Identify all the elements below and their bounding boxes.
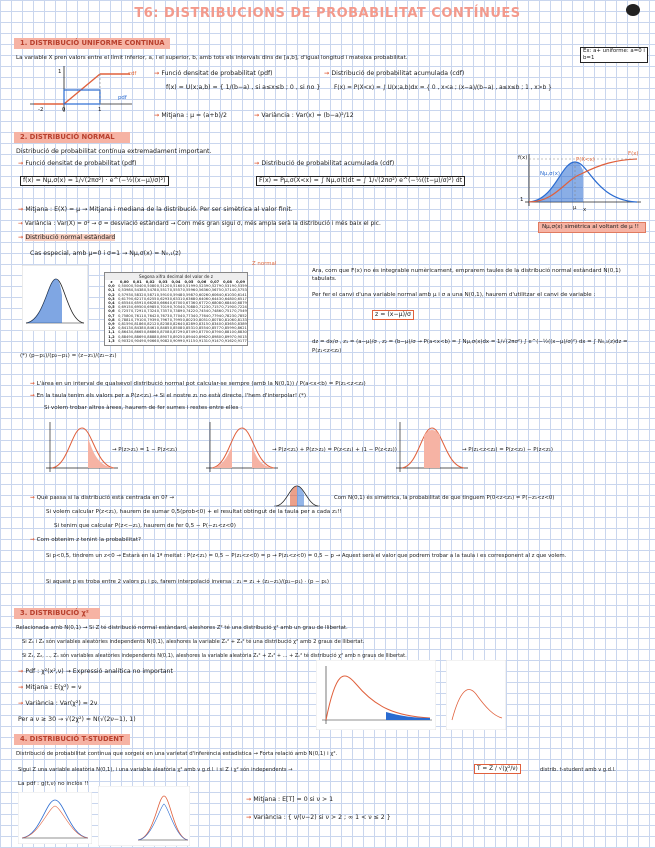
normal-std-heading: → Distribució normal estàndard: [18, 234, 116, 241]
table-cell: 0,6217: [130, 296, 144, 301]
table-header-cell: 0,03: [158, 280, 168, 284]
table-cell: 0,8212: [143, 322, 157, 327]
table-cell: 0,6331: [169, 296, 183, 301]
table-cell: 0,5199: [182, 284, 196, 289]
table-cell: 0,7357: [156, 309, 170, 314]
uniforme-mitjana: → Mitjana : μ = (a+b)/2: [154, 112, 227, 119]
table-cell: 0,8365: [221, 322, 234, 327]
table-cell: 0,5000: [118, 284, 131, 289]
uniforme-axis-y: 1: [58, 69, 62, 75]
table-cell: 0,5753: [234, 288, 247, 293]
section-heading-chi: 3. DISTRIBUCIÓ χ²: [14, 608, 100, 619]
table-cell: 0,7: [108, 313, 115, 318]
page-title: T6: DISTRIBUCIONS DE PROBABILITAT CONTÍNUES: [134, 6, 521, 21]
normal-graph-mu: μ: [573, 205, 577, 211]
other-areas: Si volem trobar altres àrees, haurem de fer sumes i restes entre elles :: [44, 405, 243, 411]
uniforme-axis-x0: -2: [38, 107, 44, 113]
normal-graph-fx: f(x): [518, 155, 528, 161]
table-cell: 0,8438: [130, 326, 144, 331]
table-cell: 0,5359: [234, 284, 247, 289]
table-cell: 0,9115: [182, 338, 196, 343]
table-cell: 0,7734: [182, 313, 196, 318]
t-graph-2: [98, 786, 190, 846]
chi-pdf: → Pdf : χ²(x²,ν) → Expressió analítica no important: [18, 668, 173, 675]
normal-cdf-formula: F(x) = Pμ,σ(X<x) = ∫ Nμ,σ(t)dt = ∫ 1/√(2πσ²) e^(−½((t−μ)/σ)²) dt: [256, 176, 465, 186]
table-cell: 0,6985: [143, 305, 157, 310]
uniforme-cdf-label: → Distribució de probabilitat acumulada (cdf): [324, 70, 465, 77]
std-tag: Z normal: [252, 261, 277, 267]
table-cell: 0,7823: [221, 313, 234, 318]
table-cell: 0,2: [108, 292, 115, 297]
table-header-cell: 0,02: [145, 280, 155, 284]
table-cell: 0,8869: [130, 334, 144, 339]
table-cell: 0,6064: [208, 292, 221, 297]
t-mitjana: → Mitjana : E[T] = 0 si ν > 1: [246, 796, 334, 803]
table-cell: 0,9082: [156, 338, 170, 343]
table-cell: 0,7967: [156, 317, 170, 322]
table-cell: 0,7054: [169, 305, 183, 310]
table-header-cell: 0,09: [236, 280, 245, 284]
table-header-cell: 0,08: [223, 280, 233, 284]
table-cell: 0,8159: [118, 322, 131, 327]
table-cell: 0,5517: [156, 288, 170, 293]
table-cell: 0,8133: [234, 317, 247, 322]
table-cell: 0,7611: [130, 313, 144, 318]
normal-variancia: → Variància : Var(X) = σ² → σ = desviació estàndard → Com més gran sigui σ, més ampla serà la distribució i més baix el pic.: [18, 221, 381, 227]
table-cell: 0,7224: [234, 305, 247, 310]
table-cell: 0,8389: [234, 322, 247, 327]
t-pdf: La pdf : g(t,ν) no inclòs !!: [18, 781, 89, 787]
uniforme-cdf-formula: F(x) = P(X<x) = ∫ U(x;a,b)dx = { 0 , x<a ; (x−a)/(b−a) , a≤x≤b ; 1 , x>b }: [334, 85, 552, 91]
table-cell: 0,8315: [195, 322, 209, 327]
centered-a: Com N(0,1) és simètrica, la probabilitat de que tinguem P(0<z<z₁) = P(−z₁<z<0): [334, 495, 555, 501]
normal-graph-Fx: F(x): [628, 151, 639, 157]
table-cell: 0,7257: [118, 309, 131, 314]
table-cell: 0,7794: [208, 313, 221, 318]
table-cell: 0,8413: [118, 326, 131, 331]
table-cell: 0,7642: [143, 313, 157, 318]
normal-pdf-formula: f(x) = Nμ,σ(x) = 1/√(2πσ²) · e^(−½((x−μ)/σ)²): [20, 176, 169, 186]
deriv-formula: dz = dx/σ , z₁ = (a−μ)/σ , z₂ = (b−μ)/σ → P(a<x<b) = ∫ Nμ,σ(x)dx = 1/√(2πσ²) ∫ e^(−½((x−μ)/σ)²) dx = ∫ N₀,₁(z)dz = P(z₁<z<z₂): [312, 339, 628, 354]
table-header-cell: 0,05: [184, 280, 194, 284]
table-cell: 0,6700: [169, 301, 183, 306]
table-header-cell: 0,00: [119, 280, 129, 284]
uniforme-axis-x1: 0: [62, 107, 66, 113]
table-header-cell: 0,06: [197, 280, 207, 284]
centered-p1: Si volem calcular P(z<z₁), haurem de sumar 0,5(prob<0) + el resultat obtingut de la taula per a cada z₁!!: [46, 509, 342, 515]
table-cell: 0,5279: [208, 284, 221, 289]
table-cell: 1,0: [108, 326, 115, 331]
centered-p4: Si p<0,5, tindrem un z<0 → Estarà en la 1ª meitat : P(z<z₁) = 0,5 − P(z₁<z<0) = p → P(z₁<z<0) = 0,5 − p → Aquest serà el valor que podrem trobar a la taula i es corresponent al z que volem.: [46, 553, 567, 559]
table-cell: 0,7389: [169, 309, 183, 314]
centered-p3: → Com obtenim z tenint la probabilitat?: [30, 537, 141, 543]
t-graph: [18, 792, 92, 844]
table-cell: 0,6: [108, 309, 115, 314]
table-note: → En la taula tenim els valors per a P(z<z₁) → Si el nostre z₁ no està directe, l'hem d'interpolar! (*): [30, 393, 307, 399]
table-cell: 0,6293: [156, 296, 170, 301]
table-cell: 0,9066: [143, 338, 157, 343]
table-cell: 0,8289: [182, 322, 196, 327]
normal-graph-p: P(X<x): [576, 157, 595, 163]
uniforme-cdf-tag: cdf: [128, 71, 137, 77]
table-cell: 0,9: [108, 322, 115, 327]
interp-formula: (*) (p−p₁)/(p₂−p₁) = (z−z₁)/(z₂−z₁): [20, 353, 117, 359]
uniforme-variancia: → Variància : Var(x) = (b−a)²/12: [254, 112, 354, 119]
table-cell: 0,9049: [130, 338, 144, 343]
chi-intro: Relacionada amb N(0,1) → Si Z té distribució normal estàndard, aleshores Z² té una distribució χ² amb un grau de llibertat.: [16, 625, 348, 631]
table-cell: 0,5040: [130, 284, 144, 289]
table-cell: 0,7704: [169, 313, 183, 318]
table-cell: 0,5478: [143, 288, 157, 293]
area-graph-2: [200, 418, 280, 476]
table-cell: 1,2: [108, 334, 115, 339]
table-cell: 0,6664: [156, 301, 170, 306]
table-cell: 0,8925: [169, 334, 183, 339]
table-cell: 0,5160: [169, 284, 183, 289]
table-cell: 0,7881: [118, 317, 131, 322]
table-cell: 0,5319: [221, 284, 234, 289]
chi-approx: Per a ν ≥ 30 → √(2χ²) ≈ N(√(2ν−1), 1): [18, 716, 136, 723]
table-cell: 0,8577: [208, 326, 221, 331]
table-cell: 0,7088: [182, 305, 196, 310]
normal-mitjana: → Mitjana : E(X) = μ → Mitjana i mediana de la distribució. Per ser simètrica al valor finit.: [18, 206, 293, 213]
table-cell: 0,5832: [130, 292, 144, 297]
table-cell: 0,8830: [234, 330, 247, 335]
chi-variancia: → Variància : Var(χ²) = 2ν: [18, 700, 98, 707]
table-cell: 0,8907: [156, 334, 170, 339]
table-cell: 0,6808: [208, 301, 221, 306]
table-cell: 0,8749: [182, 330, 196, 335]
table-cell: 0,7422: [182, 309, 196, 314]
table-cell: 0,8: [108, 317, 115, 322]
uniforme-pdf-formula: f(x) = U(x;a,b) = { 1/(b−a) , si a≤x≤b ; 0 , si no }: [166, 84, 321, 91]
table-cell: 0,8849: [118, 334, 131, 339]
logo-icon: [626, 4, 640, 16]
table-cell: 0,8051: [195, 317, 209, 322]
table-cell: 0,5871: [143, 292, 157, 297]
t-tail: distrib. t-student amb ν g.d.l.: [540, 767, 616, 773]
table-row: [105, 339, 247, 343]
normal-table: [104, 272, 248, 346]
section-heading-normal: 2. DISTRIBUCIÓ NORMAL: [14, 132, 130, 143]
table-cell: 0,8078: [208, 317, 221, 322]
table-cell: 0,9162: [221, 338, 234, 343]
table-header-cell: z: [110, 280, 113, 284]
table-cell: 0,7995: [169, 317, 183, 322]
table-cell: 0,5948: [169, 292, 183, 297]
chi-l1: Si Z₁ i Z₂ són variables aleatòries independents N(0,1), aleshores la variable Z₁² + Z₂² té una distribució χ² amb 2 graus de llibertat.: [22, 639, 365, 645]
area-note: → L'àrea en un interval de qualsevol distribució normal pot calcular-se sempre (amb la N(0,1)) / P(a<x<b) = P(z₁<z<z₂): [30, 381, 366, 387]
table-cell: 0,8643: [118, 330, 131, 335]
table-cell: 0,6443: [208, 296, 221, 301]
table-cell: 0,4: [108, 301, 115, 306]
table-cell: 0,6141: [234, 292, 247, 297]
chi-graph: [316, 660, 436, 730]
table-cell: 0,9015: [234, 334, 247, 339]
t-formula: T = Z / √(χ²/ν): [474, 764, 521, 774]
table-cell: 0,6591: [130, 301, 144, 306]
table-cell: 1,1: [108, 330, 115, 335]
centered-p5: Si aquest p es troba entre 2 valors p₁ i p₂, farem interpolació inversa : z₁ = z₁ + (z₂−z₁)/(p₂−p₁) · (p − p₁): [46, 579, 330, 585]
table-cell: 0,5596: [182, 288, 196, 293]
table-cell: 0,6480: [221, 296, 234, 301]
table-cell: 0,8729: [169, 330, 183, 335]
table-cell: 0,8888: [143, 334, 157, 339]
table-cell: 0,8770: [195, 330, 209, 335]
table-cell: 0,8264: [169, 322, 183, 327]
table-cell: 0,7580: [118, 313, 131, 318]
table-cell: 0,5636: [195, 288, 209, 293]
table-cell: 0,5080: [143, 284, 157, 289]
table-cell: 0,5120: [156, 284, 170, 289]
t-variancia: → Variància : { ν/(ν−2) si ν > 2 ; ∞ 1 < ν ≤ 2 }: [246, 814, 391, 821]
arrow-icon: →: [154, 70, 162, 77]
table-header-cell: 0,04: [171, 280, 181, 284]
chi-graph-2: [446, 660, 506, 730]
chi-l2: Si Z₁, Z₂, ..., Zₙ són variables aleatòries independents N(0,1), aleshores la variable aleatòria Z₁² + Z₂² + ... + Zₙ² té distribució χ² amb n graus de llibertat.: [22, 653, 407, 659]
table-cell: 0,6255: [143, 296, 157, 301]
normal-right-2: Per fer el canvi d'una variable normal amb μ i σ a una N(0,1), haurem d'utilitzar el canvi de variable :: [312, 292, 596, 298]
table-cell: 0,7673: [156, 313, 170, 318]
table-cell: 0,8621: [234, 326, 247, 331]
table-cell: 0,7291: [130, 309, 144, 314]
table-cell: 0,5675: [208, 288, 221, 293]
change-var-box: z = (x−μ)/σ: [372, 310, 414, 320]
normal-pdf-label: → Funció densitat de probabilitat (pdf): [18, 160, 137, 167]
table-cell: 0,6554: [118, 301, 131, 306]
table-cell: 0,8665: [130, 330, 144, 335]
normal-std-case: Cas especial, amb μ=0 i σ=1 → Nμ,σ(x) = N₀,₁(z): [30, 250, 181, 257]
table-cell: 0,1: [108, 288, 115, 293]
uniforme-intro: La variable X pren valors entre el límit inferior, a, i el superior, b, amb tots els intervals dins de [a,b], d'igual longitud i mateixa probabilitat.: [16, 55, 408, 61]
table-cell: 0,7019: [156, 305, 170, 310]
table-cell: 0,9099: [169, 338, 183, 343]
table-cell: 0,9177: [234, 338, 247, 343]
table-cell: 0,9131: [195, 338, 209, 343]
table-cell: 0,7454: [195, 309, 209, 314]
table-cell: 0,6103: [221, 292, 234, 297]
table-cell: 0,6368: [182, 296, 196, 301]
t-intro: Distribució de probabilitat contínua que sorgeix en una varietat d'inferència estadística → Forta relació amb N(0,1) i χ².: [16, 751, 338, 757]
table-cell: 0,8980: [208, 334, 221, 339]
normal-graph-one: 1: [520, 197, 524, 203]
table-cell: 1,3: [108, 338, 115, 343]
table-cell: 0,6628: [143, 301, 157, 306]
table-cell: 0,7764: [195, 313, 209, 318]
table-cell: 0,5714: [221, 288, 234, 293]
table-cell: 0,5: [108, 305, 115, 310]
normal-right-1: Ara, com que F(x) no és integrable numèricament, emprarem taules de la distribució normal estàndard N(0,1) tabulats.: [312, 268, 621, 282]
table-cell: 0,8997: [221, 334, 234, 339]
table-cell: 0,6026: [195, 292, 209, 297]
table-cell: 0,5987: [182, 292, 196, 297]
table-cell: 0,6179: [118, 296, 131, 301]
table-cell: 0,6879: [234, 301, 247, 306]
chi-mitjana: → Mitjana : E(χ²) = ν: [18, 684, 82, 691]
table-cell: 0,5557: [169, 288, 183, 293]
table-cell: 0,5910: [156, 292, 170, 297]
table-cell: 0,5438: [130, 288, 144, 293]
table-cell: 0,7852: [234, 313, 247, 318]
area-graph-1-label: → P(z>z₁) = 1 − P(z<z₁): [112, 447, 178, 453]
table-cell: 0,9147: [208, 338, 221, 343]
normal-cdf-label: → Distribució de probabilitat acumulada (cdf): [254, 160, 395, 167]
uniforme-note: Ex: a+ uniforme: a=0 i b=1: [580, 47, 648, 63]
table-cell: 0,8599: [221, 326, 234, 331]
table-cell: 0,5398: [118, 288, 131, 293]
table-cell: 0,9032: [118, 338, 131, 343]
table-header-cell: 0,01: [132, 280, 142, 284]
uniforme-axis-x2: 1: [98, 107, 102, 113]
table-cell: 0,8106: [221, 317, 234, 322]
normal-note: Nμ,σ(x) simètrica al voltant de μ !!: [538, 222, 646, 233]
normal-intro: Distribució de probabilitat contínua extremadament important.: [16, 148, 212, 155]
table-cell: 0,8461: [143, 326, 157, 331]
table-cell: 0,8708: [156, 330, 170, 335]
area-graph-1: [40, 418, 120, 476]
area-graph-2-label: → P(z<z₁) + P(z>z₂) = P(z<z₁) + (1 − P(z<z₂)): [272, 447, 397, 453]
table-cell: 0,7910: [130, 317, 144, 322]
table-cell: 0,7517: [221, 309, 234, 314]
uniforme-pdf-tag: pdf: [118, 95, 127, 101]
normal-graph-x: x: [583, 207, 587, 213]
section-heading-tstudent: 4. DISTRIBUCIÓ T-STUDENT: [14, 734, 130, 745]
table-cell: 0,8944: [182, 334, 196, 339]
table-cell: 0,7324: [143, 309, 157, 314]
table-cell: 0,8186: [130, 322, 144, 327]
table-cell: 0,8810: [221, 330, 234, 335]
table-cell: 0,8962: [195, 334, 209, 339]
table-cell: 0,8238: [156, 322, 170, 327]
table-cell: 0,0: [108, 284, 115, 289]
table-cell: 0,6950: [130, 305, 144, 310]
table-cell: 0,7939: [143, 317, 157, 322]
table-cell: 0,8790: [208, 330, 221, 335]
uniforme-pdf-label: → Funció densitat de probabilitat (pdf): [154, 70, 273, 77]
centered-p2: Si tenim que calcular P(z<−z₁), haurem de fer 0,5 − P(−z₁<z<0): [54, 523, 236, 529]
section-heading-uniforme: 1. DISTRIBUCIÓ UNIFORME CONTINUA: [14, 38, 170, 49]
table-cell: 0,7549: [234, 309, 247, 314]
t-l1: Sigui Z una variable aleatòria N(0,1), i una variable aleatòria χ² amb ν g.d.l. i si Z i χ² són independents →: [18, 767, 293, 773]
arrow-icon: →: [324, 70, 332, 77]
table-cell: 0,7157: [208, 305, 221, 310]
table-header-cell: 0,07: [210, 280, 220, 284]
table-cell: 0,5239: [195, 284, 209, 289]
table-cell: 0,8554: [195, 326, 209, 331]
table-cell: 0,8485: [156, 326, 170, 331]
table-cell: 0,8508: [169, 326, 183, 331]
z-normal-graph: [22, 265, 88, 331]
normal-graph-nmu: Nμ,σ(x): [540, 171, 560, 177]
table-cell: 0,6406: [195, 296, 209, 301]
table-caption: Segona xifra decimal del valor de z: [105, 273, 247, 280]
table-cell: 0,6844: [221, 301, 234, 306]
table-cell: 0,6915: [118, 305, 131, 310]
table-cell: 0,3: [108, 296, 115, 301]
table-cell: 0,6736: [182, 301, 196, 306]
table-cell: 0,7190: [221, 305, 234, 310]
table-cell: 0,5793: [118, 292, 131, 297]
table-cell: 0,8686: [143, 330, 157, 335]
area-graph-3: [390, 418, 470, 476]
table-cell: 0,8531: [182, 326, 196, 331]
area-graph-3-label: → P(z₁<z<z₂) = P(z<z₂) − P(z<z₁): [462, 447, 554, 453]
table-cell: 0,8340: [208, 322, 221, 327]
table-cell: 0,6772: [195, 301, 209, 306]
table-cell: 0,8023: [182, 317, 196, 322]
table-cell: 0,7486: [208, 309, 221, 314]
table-cell: 0,7123: [195, 305, 209, 310]
centered-q: → Què passa si la distribució està centrada en 0? →: [30, 495, 175, 501]
table-cell: 0,6517: [234, 296, 247, 301]
